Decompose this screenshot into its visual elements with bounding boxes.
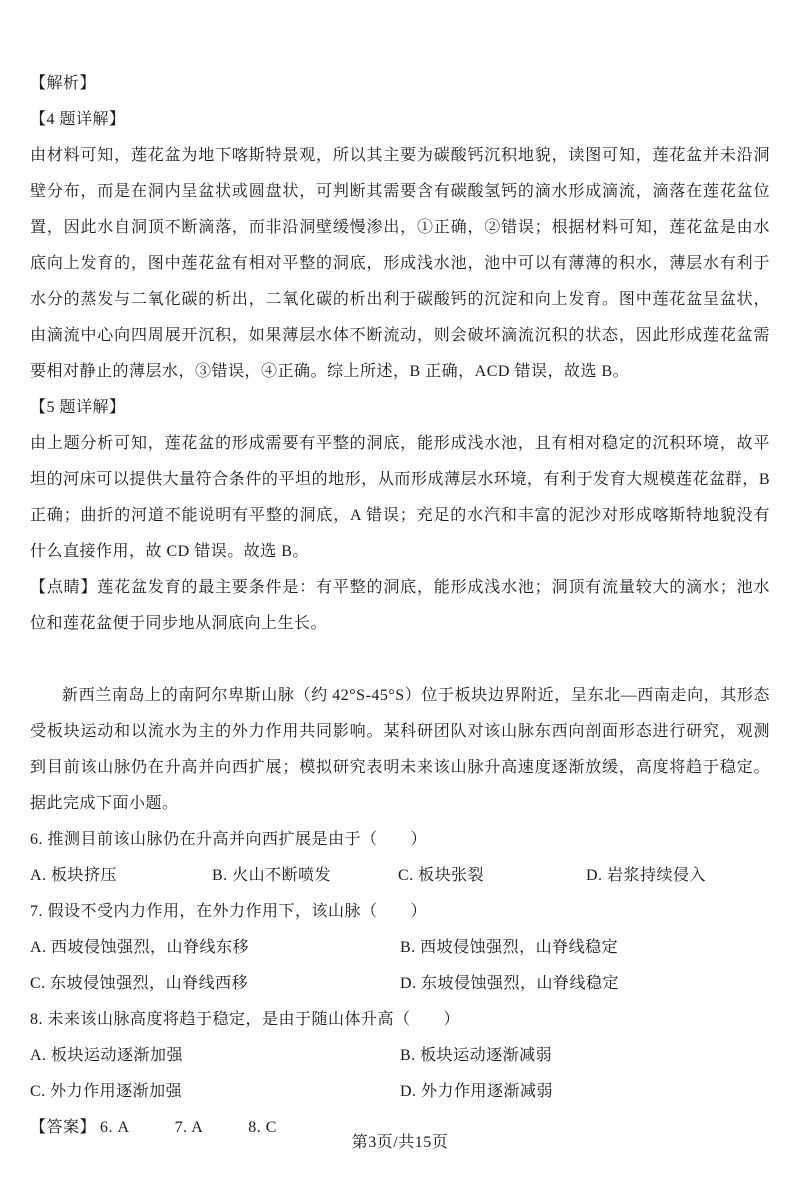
question-8-options-row-1: [30, 1038, 770, 1074]
option-7a: A. 西坡侵蚀强烈，山脊线东移: [30, 939, 250, 956]
question-7-options-row-2: [30, 966, 770, 1002]
option-6c: C. 板块张裂: [398, 867, 485, 884]
material-paragraph: 新西兰南岛上的南阿尔卑斯山脉（约 42°S-45°S）位于板块边界附近，呈东北—西南走向，其形态受板块运动和以流水为主的外力作用共同影响。某科研团队对该山脉东西向剖面形态进行研究，观测到目前该山脉仍在升高并向西扩展；模拟研究表明未来该山脉升高速度逐渐放缓，高度将趋于稳定。据此完成下面小题。: [30, 687, 770, 812]
q5-detail-text: 由上题分析可知，莲花盆的形成需要有平整的洞底，能形成浅水池，且有相对稳定的沉积环境，故平坦的河床可以提供大量符合条件的平坦的地形，从而形成薄层水环境，有利于发育大规模莲花盆群，B 正确；曲折的河道不能说明有平整的洞底，A 错误；充足的水汽和丰富的泥沙对形成喀斯特地貌没有什么直接作用，故 CD 错误。故选 B。: [30, 435, 770, 560]
analysis-section-label: 【解析】: [30, 75, 97, 92]
option-8d: D. 外力作用逐渐减弱: [400, 1083, 554, 1100]
option-6a: A. 板块挤压: [30, 867, 118, 884]
option-7d: D. 东坡侵蚀强烈，山脊线稳定: [400, 975, 620, 992]
question-8-stem: 8. 未来该山脉高度将趋于稳定，是由于随山体升高（ ）: [30, 1011, 461, 1028]
q5-detail-label: 【5 题详解】: [30, 399, 126, 416]
tip-paragraph: [30, 570, 770, 642]
question-7-options-row-1: [30, 930, 770, 966]
q4-detail-text: 由材料可知，莲花盆为地下喀斯特景观，所以其主要为碳酸钙沉积地貌，读图可知，莲花盆并未沿洞壁分布，而是在洞内呈盆状或圆盘状，可判断其需要含有碳酸氢钙的滴水形成滴流，滴落在莲花盆位置，因此水自洞顶不断滴落，而非沿洞壁缓慢渗出，①正确，②错误；根据材料可知，莲花盆是由水底向上发育的，图中莲花盆有相对平整的洞底，形成浅水池，池中可以有薄薄的积水，薄层水有利于水分的蒸发与二氧化碳的析出，二氧化碳的析出利于碳酸钙的沉淀和向上发育。图中莲花盆呈盆状，由滴流中心向四周展开沉积，如果薄层水体不断流动，则会破坏滴流沉积的状态，因此形成莲花盆需要相对静止的薄层水，③错误，④正确。综上所述，B 正确，ACD 错误，故选 B。: [30, 147, 770, 380]
option-8b: B. 板块运动逐渐减弱: [400, 1047, 553, 1064]
question-8-options-row-2: [30, 1074, 770, 1110]
option-7c: C. 东坡侵蚀强烈，山脊线西移: [30, 975, 249, 992]
question-7-stem: 7. 假设不受内力作用，在外力作用下，该山脉（ ）: [30, 903, 428, 920]
answer-q6: 6. A: [100, 1119, 130, 1136]
answer-q8: 8. C: [248, 1119, 277, 1136]
page-footer: 第3页/共15页: [351, 1134, 449, 1151]
option-6b: B. 火山不断喷发: [212, 867, 332, 884]
question-6-stem: 6. 推测目前该山脉仍在升高并向西扩展是由于（ ）: [30, 831, 428, 848]
option-8c: C. 外力作用逐渐加强: [30, 1083, 183, 1100]
option-6d: D. 岩浆持续侵入: [586, 867, 707, 884]
question-6-options: [30, 858, 770, 894]
answer-q7: 7. A: [174, 1119, 204, 1136]
tip-label: 【点睛】: [30, 579, 98, 596]
answers-label: 【答案】: [30, 1119, 97, 1136]
option-8a: A. 板块运动逐渐加强: [30, 1047, 184, 1064]
q4-detail-label: 【4 题详解】: [30, 111, 126, 128]
tip-text: 莲花盆发育的最主要条件是：有平整的洞底，能形成浅水池；洞顶有流量较大的滴水；池水位和莲花盆便于同步地从洞底向上生长。: [30, 579, 770, 632]
option-7b: B. 西坡侵蚀强烈，山脊线稳定: [400, 939, 619, 956]
